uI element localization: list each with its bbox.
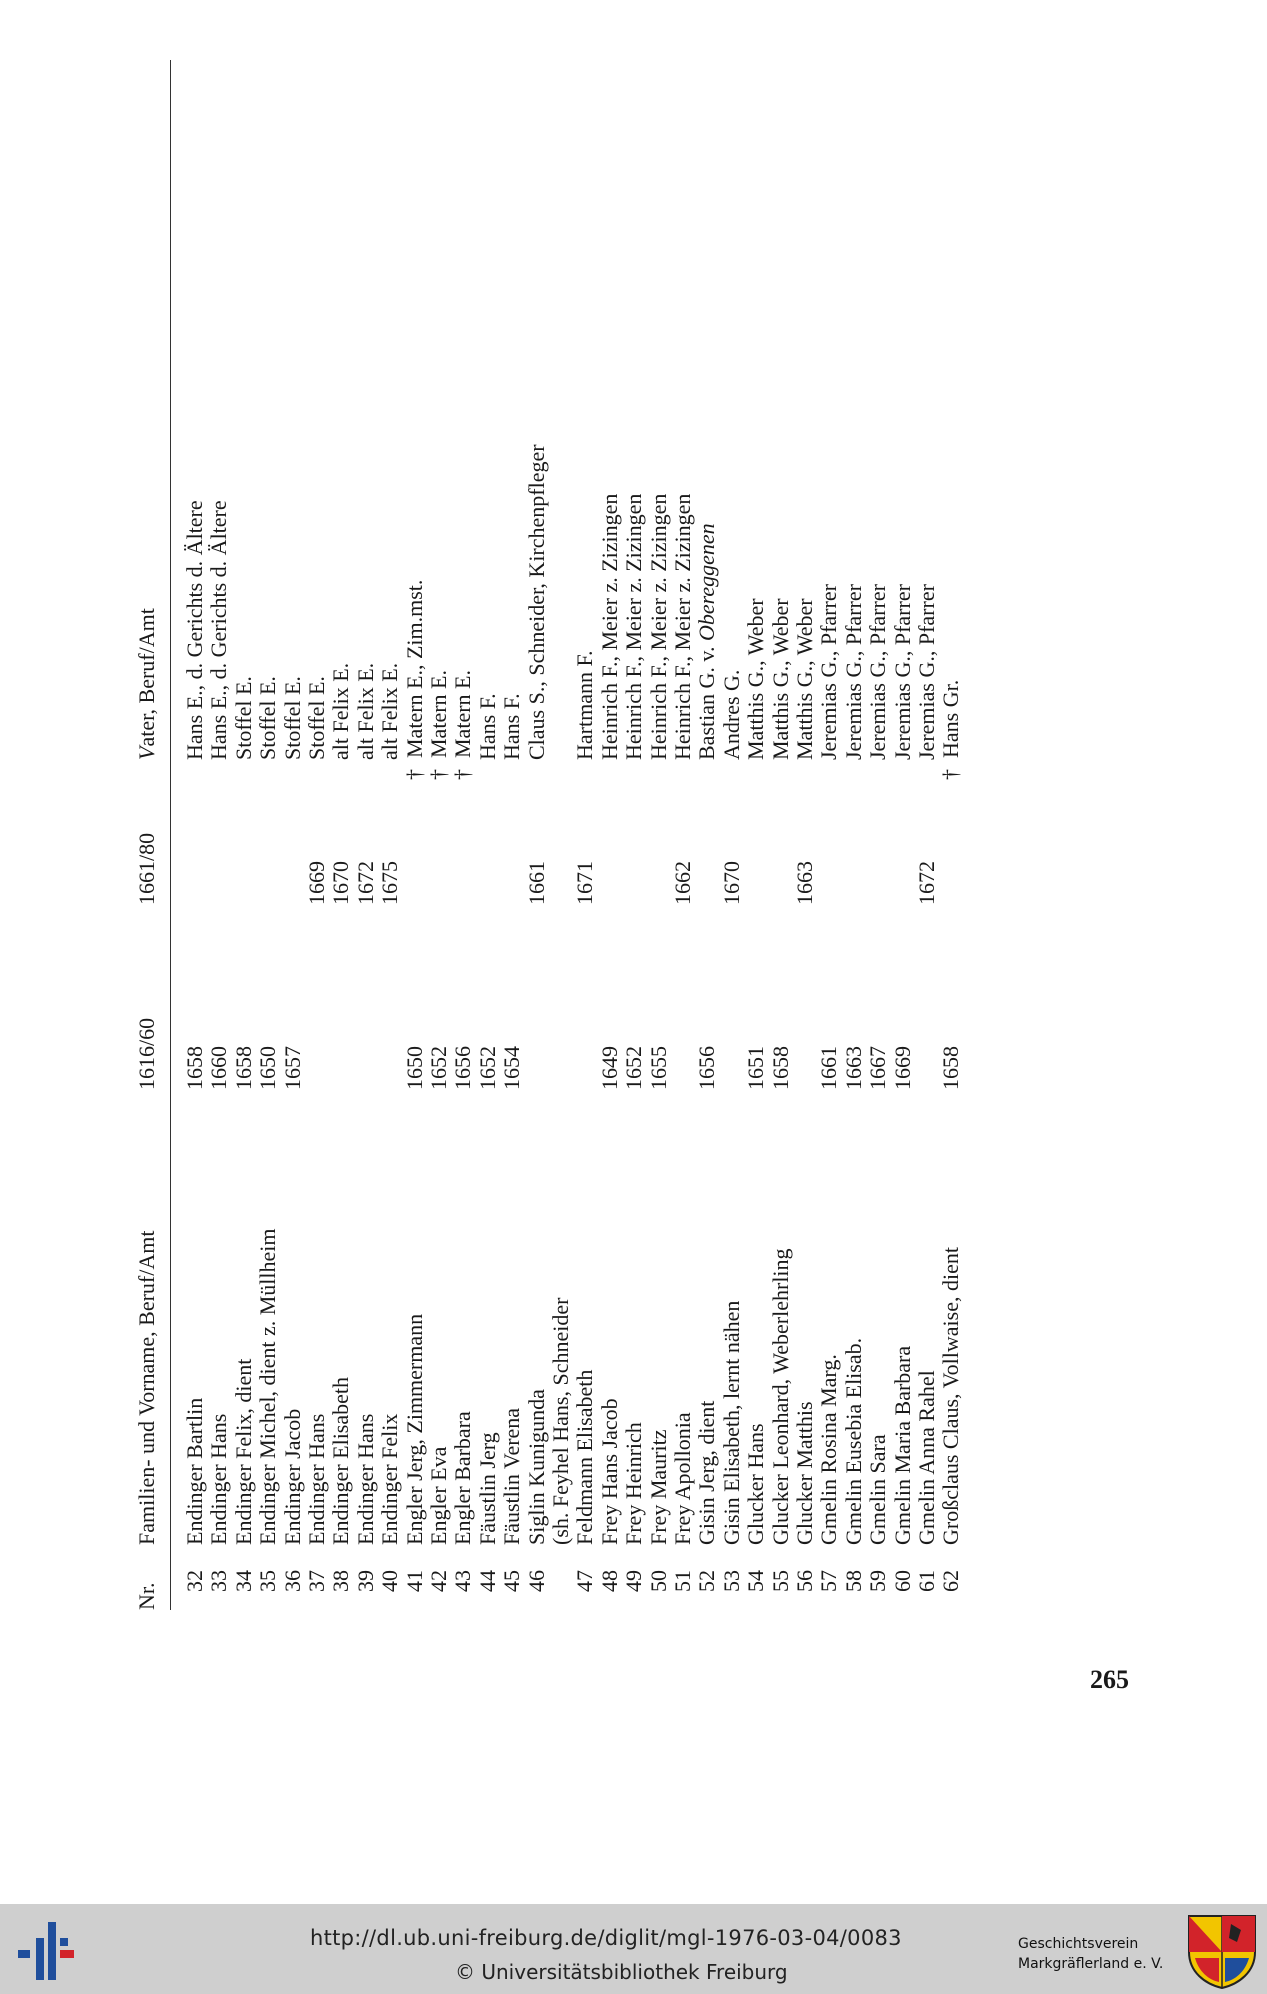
row-year-1616-60: 1655 [645,1046,671,1090]
row-vater-text: Andres G. [718,669,744,760]
row-name: Feldmann Elisabeth [572,1369,598,1545]
row-year-1661-80: 1670 [718,861,744,905]
copyright-text: © Universitätsbibliothek Freiburg [455,1960,788,1984]
row-year-1616-60: 1658 [182,1046,207,1090]
row-year-1661-80: 1671 [572,861,598,905]
footer-bar [0,1904,1267,1994]
row-vater-text: Heinrich F., Meier z. Zizingen [670,493,695,760]
row-vater-text: Matthis G., Weber [792,598,817,760]
header-1616-60: 1616/60 [134,1017,159,1090]
table-header [130,60,166,1610]
row-name: Großclaus Claus, Vollwaise, dient [938,1247,964,1545]
row-year-1616-60: 1652 [474,1046,500,1090]
row-number: 39 [352,1570,378,1592]
row-year-1616-60: 1658 [767,1046,793,1090]
row-vater-text: Hans F. [499,693,525,760]
header-vater [134,608,160,760]
row-number: 35 [255,1570,281,1592]
row-name: Endinger Hans [352,1413,378,1545]
header-vater-italic: V [134,746,159,760]
row-vater-text: Matern E., Zim.mst. [401,579,427,758]
row-year-1616-60: 1657 [279,1046,305,1090]
row-number: 55 [767,1570,793,1592]
row-name: Engler Barbara [450,1411,476,1545]
row-name: Endinger Hans [304,1413,329,1545]
header-rule-line [170,60,171,1610]
row-vater-text: Jeremias G., Pfarrer [865,584,891,760]
row-name: Fäustlin Verena [499,1407,525,1545]
row-name: Frey Heinrich [621,1422,647,1545]
header-vater-rest: ater, Beruf/Amt [134,608,159,747]
row-vater-text: alt Felix E. [328,662,354,760]
row-vater-text: Hans E., d. Gerichts d. Ältere [182,500,207,760]
row-vater-text: Hans E., d. Gerichts d. Ältere [206,500,232,760]
row-vater-text: Matern E. [450,670,476,758]
row-year-1616-60: 1652 [426,1046,451,1090]
row-number: 58 [840,1570,866,1592]
header-nr: Nr. [134,1582,159,1610]
row-year-1616-60: 1654 [499,1046,525,1090]
row-name: Endinger Elisabeth [328,1376,354,1545]
page-number: 265 [1090,1665,1129,1694]
row-year-1616-60: 1669 [889,1046,915,1090]
row-name: Siglin Kunigunda [523,1389,549,1545]
row-vater-text: Stoffel E. [230,676,256,760]
row-number: 62 [938,1570,964,1592]
row-number: 49 [621,1570,647,1592]
row-vater-text: Jeremias G., Pfarrer [889,584,915,760]
row-name: Endinger Jacob [279,1408,305,1545]
row-name: Engler Eva [426,1446,451,1545]
row-year-1616-60: 1658 [230,1046,256,1090]
document-url-link[interactable]: http://dl.ub.uni-freiburg.de/diglit/mgl-1976-03-04/0083 [310,1926,902,1950]
row-year-1616-60: 1663 [840,1046,866,1090]
row-vater-text: alt Felix E. [377,662,403,760]
row-number: 33 [206,1570,232,1592]
row-number: 48 [596,1570,622,1592]
row-number: 61 [914,1570,939,1592]
header-1661-80: 1661/80 [134,832,159,905]
row-name: Gmelin Maria Barbara [889,1345,915,1545]
row-vater-text: Hans Gr. [938,679,964,758]
row-number: 57 [816,1570,842,1592]
row-vater-text: Bastian G. v. [694,641,720,760]
row-number: 56 [792,1570,817,1592]
row-year-1661-80: 1670 [328,861,354,905]
organization-name-line1: Geschichtsverein [1018,1936,1139,1952]
row-vater-text: Hans F. [474,693,500,760]
row-year-1616-60: 1660 [206,1046,232,1090]
row-year-1616-60: 1661 [816,1046,842,1090]
row-year-1616-60: 1656 [694,1046,720,1090]
row-vater-text: Heinrich F., Meier z. Zizingen [596,493,622,760]
row-name: Gmelin Eusebia Elisab. [840,1337,866,1545]
row-year-1616-60: 1650 [401,1046,427,1090]
row-vater-text: Stoffel E. [304,676,329,760]
dagger-deceased-mark: † [401,769,427,780]
row-number: 45 [499,1570,525,1592]
row-number: 40 [377,1570,403,1592]
row-number: 59 [865,1570,891,1592]
dagger-deceased-mark: † [450,769,476,780]
row-year-1616-60: 1650 [255,1046,281,1090]
row-vater-text: Jeremias G., Pfarrer [816,584,842,760]
row-number: 54 [743,1570,769,1592]
row-year-1616-60: 1656 [450,1046,476,1090]
row-vater-text: Matern E. [426,670,451,758]
row-year-1661-80: 1672 [914,861,939,905]
row-number: 47 [572,1570,598,1592]
row-name: Gisin Elisabeth, lernt nähen [718,1300,744,1545]
row-vater-text: Matthis G., Weber [767,598,793,760]
row-vater-text: Hartmann F. [572,650,598,760]
row-name: Frey Apollonia [670,1412,695,1545]
row-year-1616-60: 1658 [938,1046,964,1090]
table-row [936,60,966,1610]
row-year-1616-60: 1652 [621,1046,647,1090]
row-vater-text: Stoffel E. [255,676,281,760]
row-name: Endinger Felix [377,1413,403,1545]
row-number: 32 [182,1570,207,1592]
row-year-1661-80: 1663 [792,861,817,905]
row-name: Frey Hans Jacob [596,1398,622,1545]
row-number: 43 [450,1570,476,1592]
row-vater-place-italic: Obereggenen [694,523,720,642]
row-number: 42 [426,1570,451,1592]
row-name: Engler Jerg, Zimmermann [401,1313,427,1545]
row-number: 60 [889,1570,915,1592]
row-name: Glucker Matthis [792,1401,817,1545]
row-vater-text: alt Felix E. [352,662,378,760]
row-vater [936,680,966,780]
row-year-1616-60: 1649 [596,1046,622,1090]
row-name: (sh. Feyhel Hans, Schneider [548,1297,573,1545]
row-number: 36 [279,1570,305,1592]
row-name: Endinger Felix, dient [230,1358,256,1545]
row-vater-text: Heinrich F., Meier z. Zizingen [621,493,647,760]
row-vater-text: Matthis G., Weber [743,598,769,760]
row-name: Gisin Jerg, dient [694,1400,720,1545]
row-number: 51 [670,1570,695,1592]
row-number: 53 [718,1570,744,1592]
row-year-1661-80: 1672 [352,861,378,905]
ub-freiburg-logo-icon [16,1916,86,1986]
dagger-deceased-mark: † [938,769,964,780]
row-vater-text: Stoffel E. [279,676,305,760]
row-number: 34 [230,1570,256,1592]
row-vater-text: Jeremias G., Pfarrer [914,584,939,760]
row-name: Frey Mauritz [645,1429,671,1545]
row-vater-text: Claus S., Schneider, Kirchenpfleger [523,444,549,760]
row-number: 50 [645,1570,671,1592]
row-year-1661-80: 1662 [670,861,695,905]
row-number: 52 [694,1570,720,1592]
row-name: Gmelin Sara [865,1434,891,1545]
row-number: 37 [304,1570,329,1592]
row-year-1661-80: 1675 [377,861,403,905]
organization-name [1018,1934,1163,1974]
row-name: Fäustlin Jerg [474,1432,500,1545]
row-number: 44 [474,1570,500,1592]
row-name: Glucker Hans [743,1423,769,1545]
row-number: 41 [401,1570,427,1592]
row-year-1661-80: 1669 [304,861,329,905]
row-name: Gmelin Anna Rahel [914,1370,939,1545]
row-vater-text: Jeremias G., Pfarrer [840,584,866,760]
row-year-1661-80: 1661 [523,861,549,905]
dagger-deceased-mark: † [426,769,451,780]
row-name: Endinger Bartlin [182,1397,207,1545]
row-name: Endinger Michel, dient z. Müllheim [255,1228,281,1545]
organization-name-line2: Markgräflerland e. V. [1018,1956,1164,1972]
row-name: Endinger Hans [206,1413,232,1545]
header-name: Familien- und Vorname, Beruf/Amt [134,1230,159,1545]
row-name: Glucker Leonhard, Weberlehrling [767,1248,793,1545]
row-year-1616-60: 1667 [865,1046,891,1090]
row-year-1616-60: 1651 [743,1046,769,1090]
rotated-table [130,60,1130,1610]
row-number: 38 [328,1570,354,1592]
row-number: 46 [523,1570,549,1592]
row-name: Gmelin Rosina Marg. [816,1354,842,1545]
coat-of-arms-icon [1185,1912,1259,1990]
row-vater-text: Heinrich F., Meier z. Zizingen [645,493,671,760]
